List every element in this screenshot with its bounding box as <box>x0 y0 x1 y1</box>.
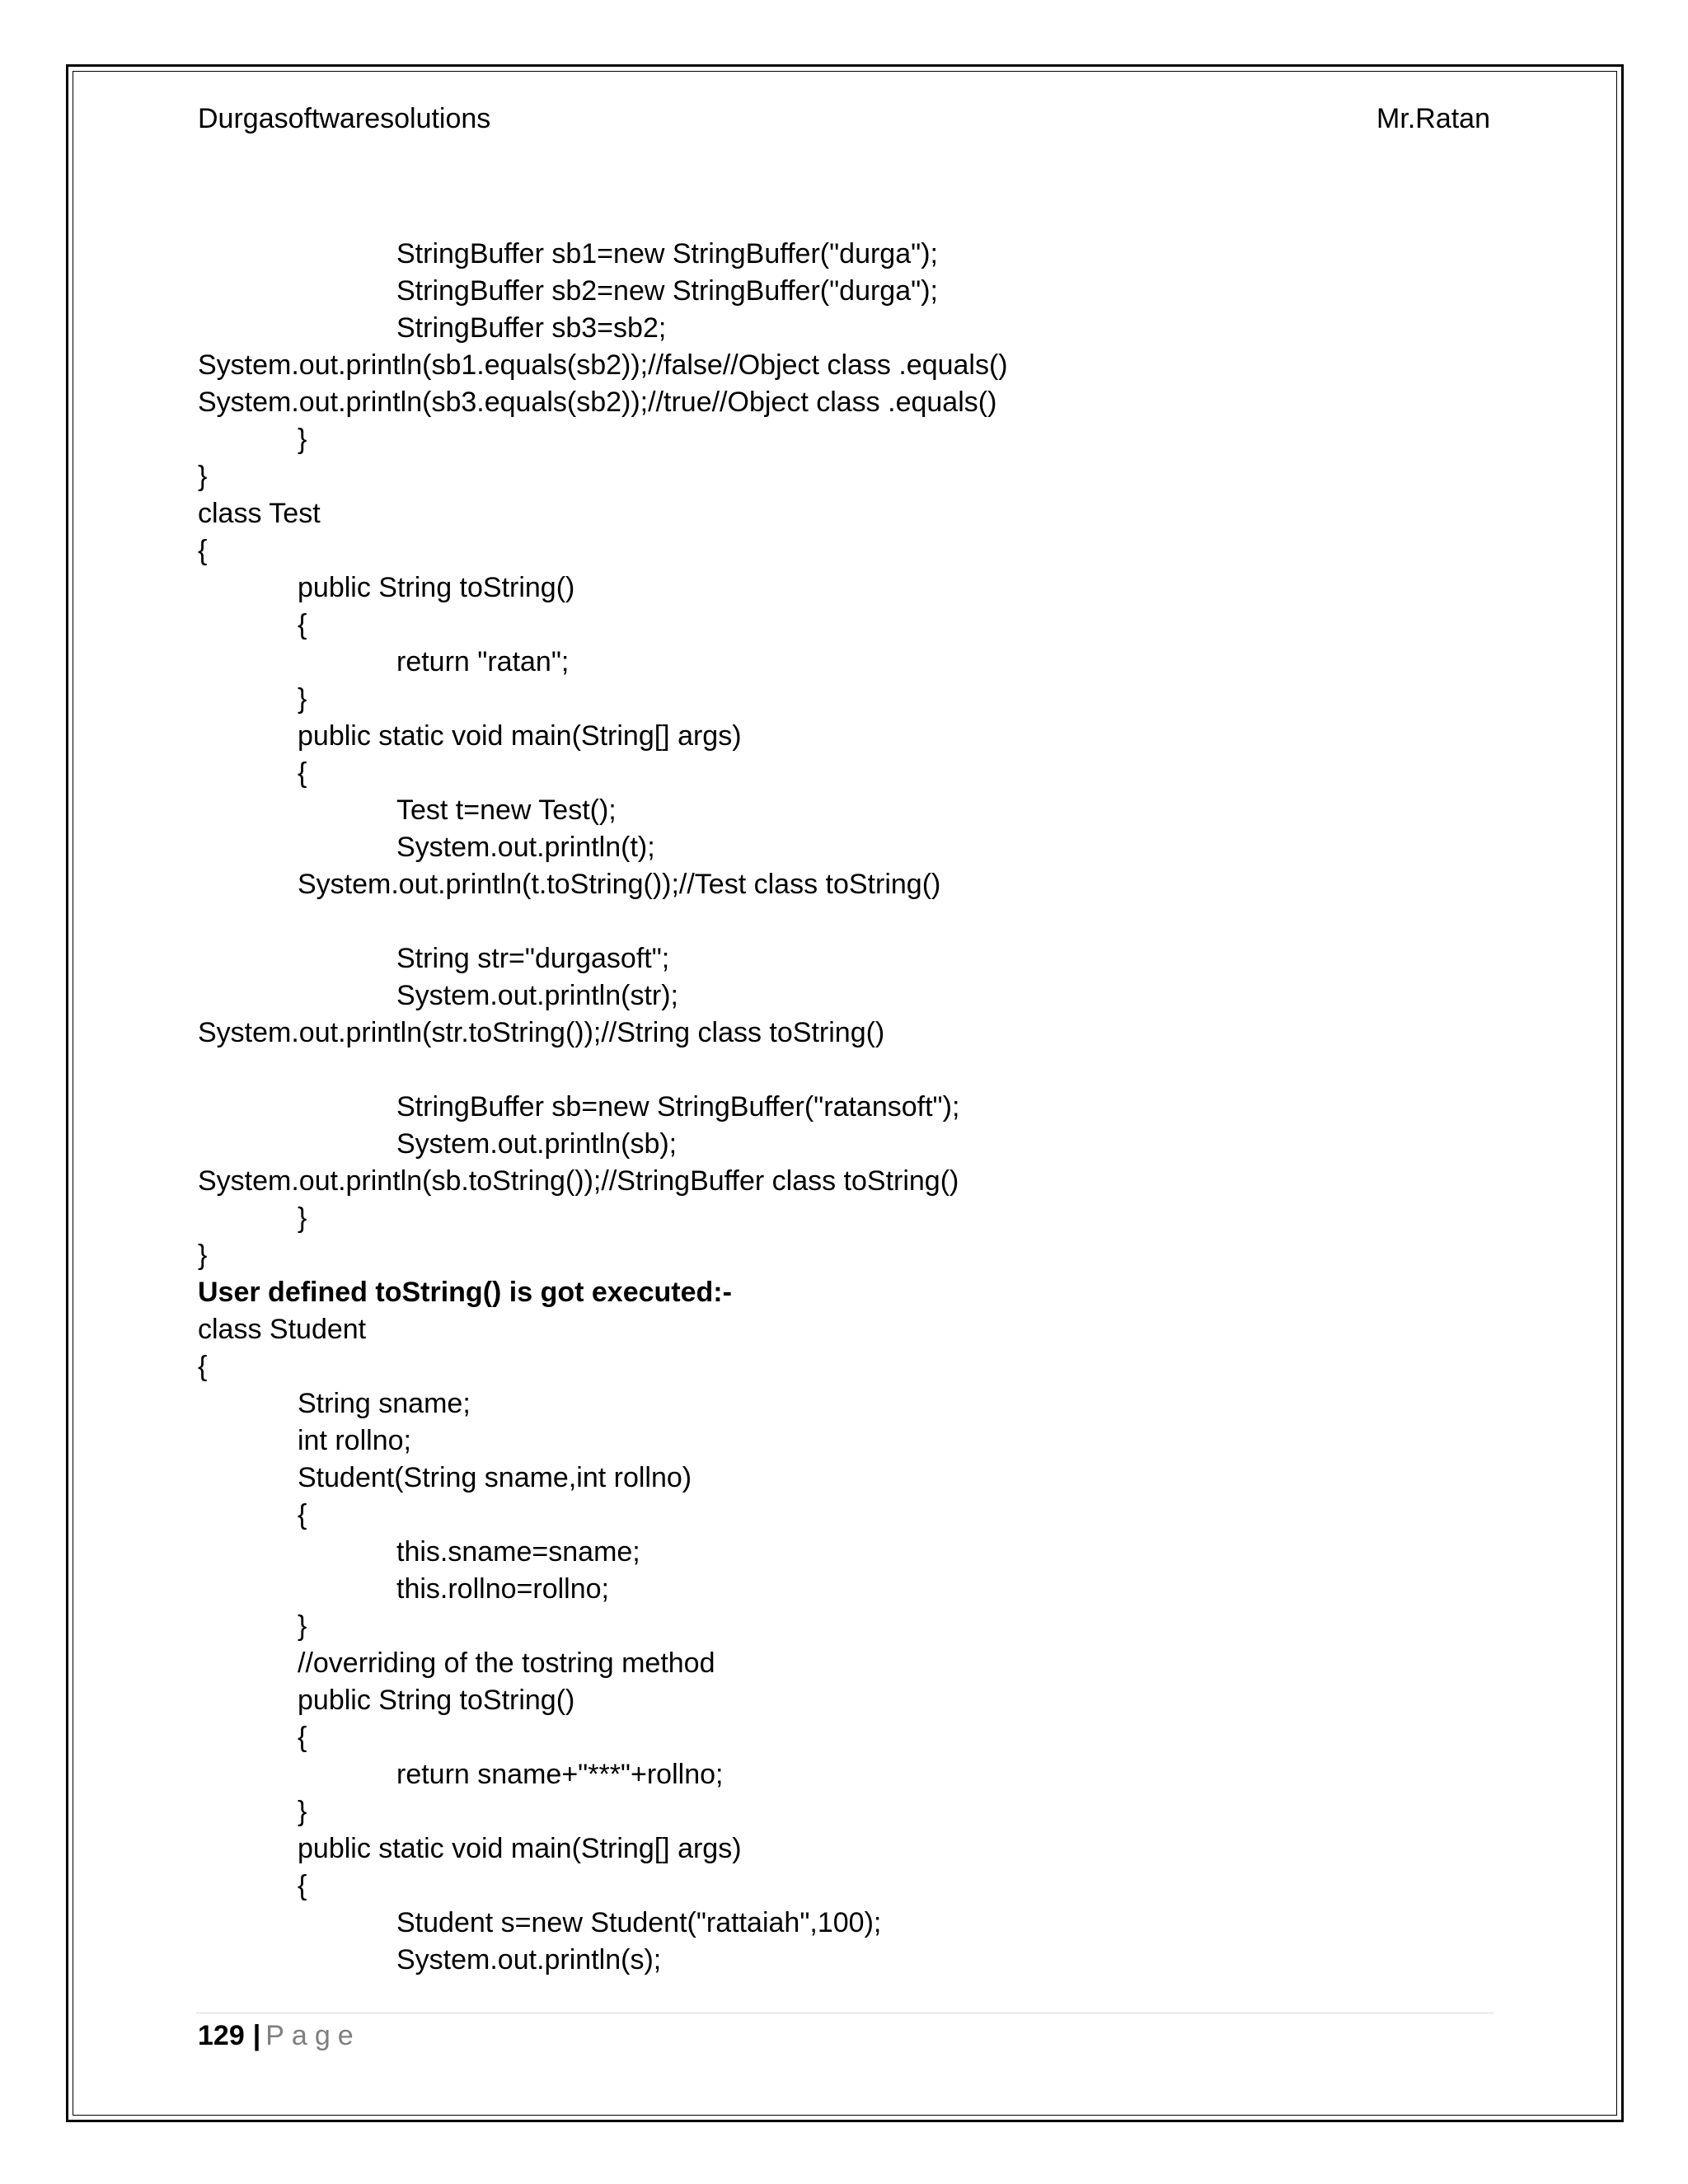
page-footer <box>198 2018 361 2054</box>
code-line: //overriding of the tostring method <box>298 1647 715 1679</box>
page-label: Page <box>265 2020 361 2051</box>
code-line: { <box>298 1870 307 1901</box>
code-line: { <box>198 1351 208 1382</box>
code-line: System.out.println(str); <box>396 980 678 1011</box>
code-line: System.out.println(t); <box>396 832 655 863</box>
code-line: StringBuffer sb2=new StringBuffer("durga"); <box>396 275 938 307</box>
code-line: System.out.println(str.toString());//String class toString() <box>198 1017 885 1048</box>
code-line: System.out.println(t.toString());//Test class toString() <box>298 869 941 900</box>
code-line: public static void main(String[] args) <box>298 720 742 752</box>
code-line: String sname; <box>298 1388 471 1419</box>
blank-line <box>0 903 1688 940</box>
code-line: public static void main(String[] args) <box>298 1833 742 1864</box>
code-line: System.out.println(sb.toString());//StringBuffer class toString() <box>198 1165 959 1197</box>
header-author: Mr.Ratan <box>1376 103 1490 134</box>
code-line: StringBuffer sb1=new StringBuffer("durga"); <box>396 238 938 269</box>
header-company: Durgasoftwaresolutions <box>198 103 491 134</box>
code-line: } <box>298 1202 307 1234</box>
code-line: this.rollno=rollno; <box>396 1573 609 1605</box>
code-line: } <box>198 461 208 492</box>
code-line: } <box>298 1610 307 1642</box>
code-line: { <box>298 609 307 640</box>
code-line: return sname+"***"+rollno; <box>396 1759 724 1790</box>
code-line: } <box>198 1240 208 1271</box>
code-line: } <box>298 683 307 715</box>
code-line: public String toString() <box>298 1685 575 1716</box>
page-number: 129 <box>198 2020 245 2051</box>
code-line: StringBuffer sb3=sb2; <box>396 312 667 344</box>
code-line: this.sname=sname; <box>396 1536 640 1568</box>
code-line: class Student <box>198 1314 367 1345</box>
code-line: Student s=new Student("rattaiah",100); <box>396 1907 882 1938</box>
code-line: Student(String sname,int rollno) <box>298 1462 692 1493</box>
code-line: { <box>298 1722 307 1753</box>
code-line: System.out.println(sb3.equals(sb2));//true//Object class .equals() <box>198 387 997 418</box>
code-line: return "ratan"; <box>396 646 570 677</box>
code-line: System.out.println(s); <box>396 1944 662 1975</box>
blank-line <box>0 1052 1688 1089</box>
code-line: } <box>298 424 307 455</box>
code-line: class Test <box>198 498 321 529</box>
code-line: Test t=new Test(); <box>396 794 617 826</box>
code-line: StringBuffer sb=new StringBuffer("ratansoft"); <box>396 1091 960 1122</box>
code-line: int rollno; <box>298 1425 411 1456</box>
footer-separator: | <box>252 2020 261 2051</box>
code-line: String str="durgasoft"; <box>396 943 670 974</box>
code-listing <box>0 236 1688 1979</box>
code-line: { <box>298 1499 307 1530</box>
code-line: { <box>298 757 307 789</box>
section-heading: User defined toString() is got executed:- <box>198 1277 732 1308</box>
code-line: System.out.println(sb); <box>396 1128 678 1160</box>
code-line: } <box>298 1796 307 1827</box>
code-line: public String toString() <box>298 572 575 603</box>
code-line: System.out.println(sb1.equals(sb2));//false//Object class .equals() <box>198 349 1008 381</box>
code-line: { <box>198 535 208 566</box>
